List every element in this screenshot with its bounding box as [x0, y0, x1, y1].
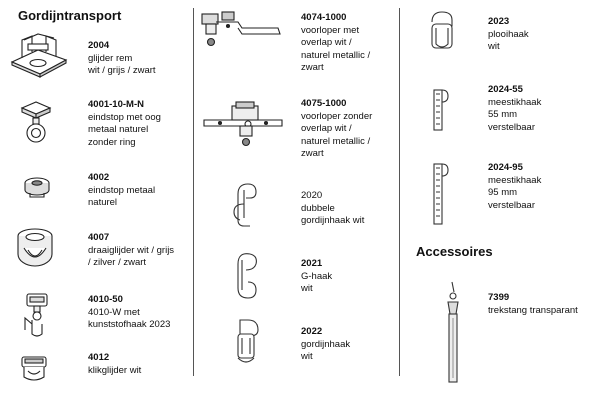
product-desc-line: eindstop metaal [88, 184, 156, 196]
product-desc-line: klikglijder wit [88, 364, 142, 376]
swivel-glider-icon [14, 226, 56, 272]
end-stop-eye-icon [18, 100, 54, 144]
product-code: 4010-50 [88, 294, 123, 305]
section-heading-accessoires: Accessoires [416, 244, 493, 259]
product-desc-line: glijder rem [88, 52, 133, 64]
product-desc-line: eindstop met oog [88, 111, 161, 123]
product-desc-line: trekstang transparant [488, 304, 578, 316]
product-code: 2022 [301, 326, 323, 337]
g-hook-icon [228, 248, 264, 302]
product-code: 2021 [301, 258, 323, 269]
product-code: 4002 [88, 172, 110, 183]
pleat-hook-icon [424, 8, 460, 56]
click-glider-icon [16, 353, 52, 385]
product-code: 2024-55 [488, 84, 523, 95]
product-desc-line: overlap wit / [301, 37, 352, 48]
section-heading-gordijntransport: Gordijntransport [18, 8, 122, 23]
pull-rod-icon [440, 280, 466, 386]
curtain-hook-icon [226, 316, 266, 366]
product-desc-line: zonder ring [88, 136, 136, 148]
end-stop-icon [20, 175, 54, 201]
lead-carrier-overlap-icon [198, 8, 284, 48]
product-desc-line: wit [301, 283, 313, 294]
product-desc-line: 4010-W met [88, 306, 140, 318]
product-code: 2004 [88, 40, 110, 51]
product-desc-line: wit / grijs / zwart [88, 65, 156, 76]
product-code: 4074-1000 [301, 12, 347, 23]
product-desc-line: dubbele [301, 202, 335, 214]
product-desc-line: plooihaak [488, 28, 529, 40]
product-desc-line: / zilver / zwart [88, 257, 147, 268]
product-code: 4001-10-M-N [88, 99, 144, 110]
glider-hook-icon [20, 290, 54, 340]
product-code: 4012 [88, 352, 110, 363]
product-desc-line: zwart [301, 62, 324, 73]
product-desc-line: metaal naturel [88, 124, 149, 135]
double-curtain-hook-icon [228, 180, 268, 230]
product-desc-line: 95 mm [488, 187, 518, 198]
product-desc-line: naturel metallic / [301, 49, 371, 61]
product-code: 2023 [488, 16, 510, 27]
sew-hook-55-icon [428, 84, 452, 134]
glider-brake-icon [8, 30, 70, 80]
product-desc-line: wit [488, 41, 500, 52]
product-desc-line: G-haak [301, 270, 333, 282]
product-desc-line: naturel metallic / [301, 135, 371, 147]
product-desc-line: 55 mm [488, 109, 518, 120]
product-desc-line: gordijnhaak [301, 338, 351, 350]
product-code: 7399 [488, 292, 510, 303]
product-code: 4007 [88, 232, 110, 243]
product-code: 4075-1000 [301, 98, 347, 109]
product-desc-line: zwart [301, 148, 324, 159]
product-desc-line: verstelbaar [488, 199, 535, 211]
column-divider-2 [399, 8, 400, 376]
product-desc-line: gordijnhaak wit [301, 215, 365, 226]
product-desc-line: voorloper met [301, 24, 360, 36]
product-desc-line: overlap wit / [301, 123, 352, 134]
column-divider-1 [193, 8, 194, 376]
sew-hook-95-icon [428, 158, 452, 228]
product-desc-line: naturel [88, 197, 118, 208]
product-desc-line: kunststofhaak 2023 [88, 319, 171, 330]
product-desc-line: wit [301, 351, 313, 362]
product-desc-line: draaiglijder wit / grijs [88, 244, 175, 256]
lead-carrier-icon [200, 98, 286, 148]
product-desc-line: meestikhaak [488, 96, 542, 108]
product-desc-line: voorloper zonder [301, 110, 373, 122]
product-desc-line: verstelbaar [488, 121, 535, 133]
product-desc-line: meestikhaak [488, 174, 542, 186]
product-code: 2020 [301, 190, 323, 201]
product-code: 2024-95 [488, 162, 523, 173]
